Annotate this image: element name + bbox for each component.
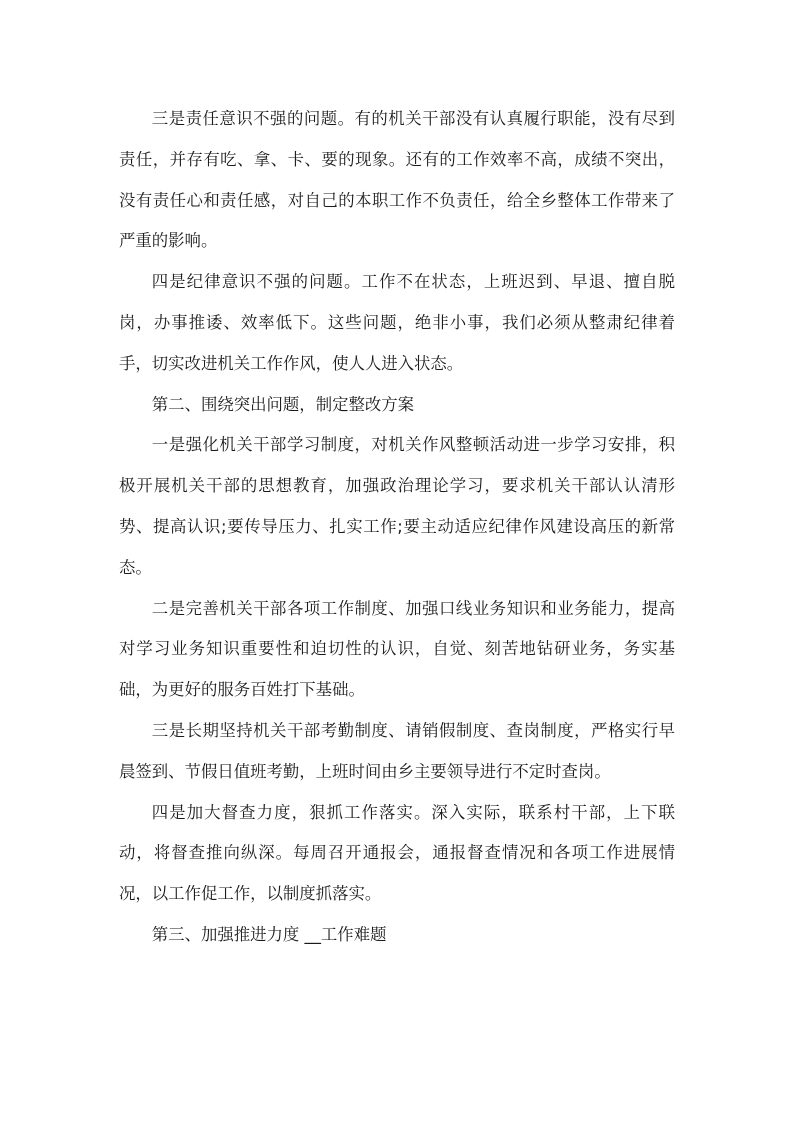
paragraph-attendance-system: 三是长期坚持机关干部考勤制度、请销假制度、查岗制度，严格实行早晨签到、节假日值班考勤，上班时间由乡主要领导进行不定时查岗。 — [119, 720, 675, 781]
section-heading-promotion: 第三、加强推进力度 __工作难题 — [151, 924, 387, 944]
section-heading-rectification-plan: 第二、围绕突出问题，制定整改方案 — [151, 394, 415, 414]
paragraph-responsibility-awareness: 三是责任意识不强的问题。有的机关干部没有认真履行职能，没有尽到责任，并存有吃、拿、卡、要的现象。还有的工作效率不高，成绩不突出，没有责任心和责任感，对自己的本职工作不负责任，给全乡整体工作带来了严重的影响。 — [119, 109, 675, 251]
paragraph-discipline-awareness: 四是纪律意识不强的问题。工作不在状态，上班迟到、早退、擅自脱岗，办事推诿、效率低下。这些问题，绝非小事，我们必须从整肃纪律着手，切实改进机关工作作风，使人人进入状态。 — [119, 272, 675, 373]
document-body — [119, 99, 675, 956]
paragraph-study-system: 一是强化机关干部学习制度，对机关作风整顿活动进一步学习安排，积极开展机关干部的思想教育，加强政治理论学习，要求机关干部认认清形势、提高认识;要传导压力、扎实工作;要主动适应纪律作风建设高压的新常态。 — [119, 435, 675, 577]
paragraph-work-system: 二是完善机关干部各项工作制度、加强口线业务知识和业务能力，提高对学习业务知识重要性和迫切性的认识，自觉、刻苦地钻研业务，务实基础，为更好的服务百姓打下基础。 — [119, 598, 675, 700]
paragraph-supervision: 四是加大督查力度，狠抓工作落实。深入实际，联系村干部，上下联动，将督查推向纵深。每周召开通报会，通报督查情况和各项工作进展情况，以工作促工作，以制度抓落实。 — [119, 802, 675, 904]
